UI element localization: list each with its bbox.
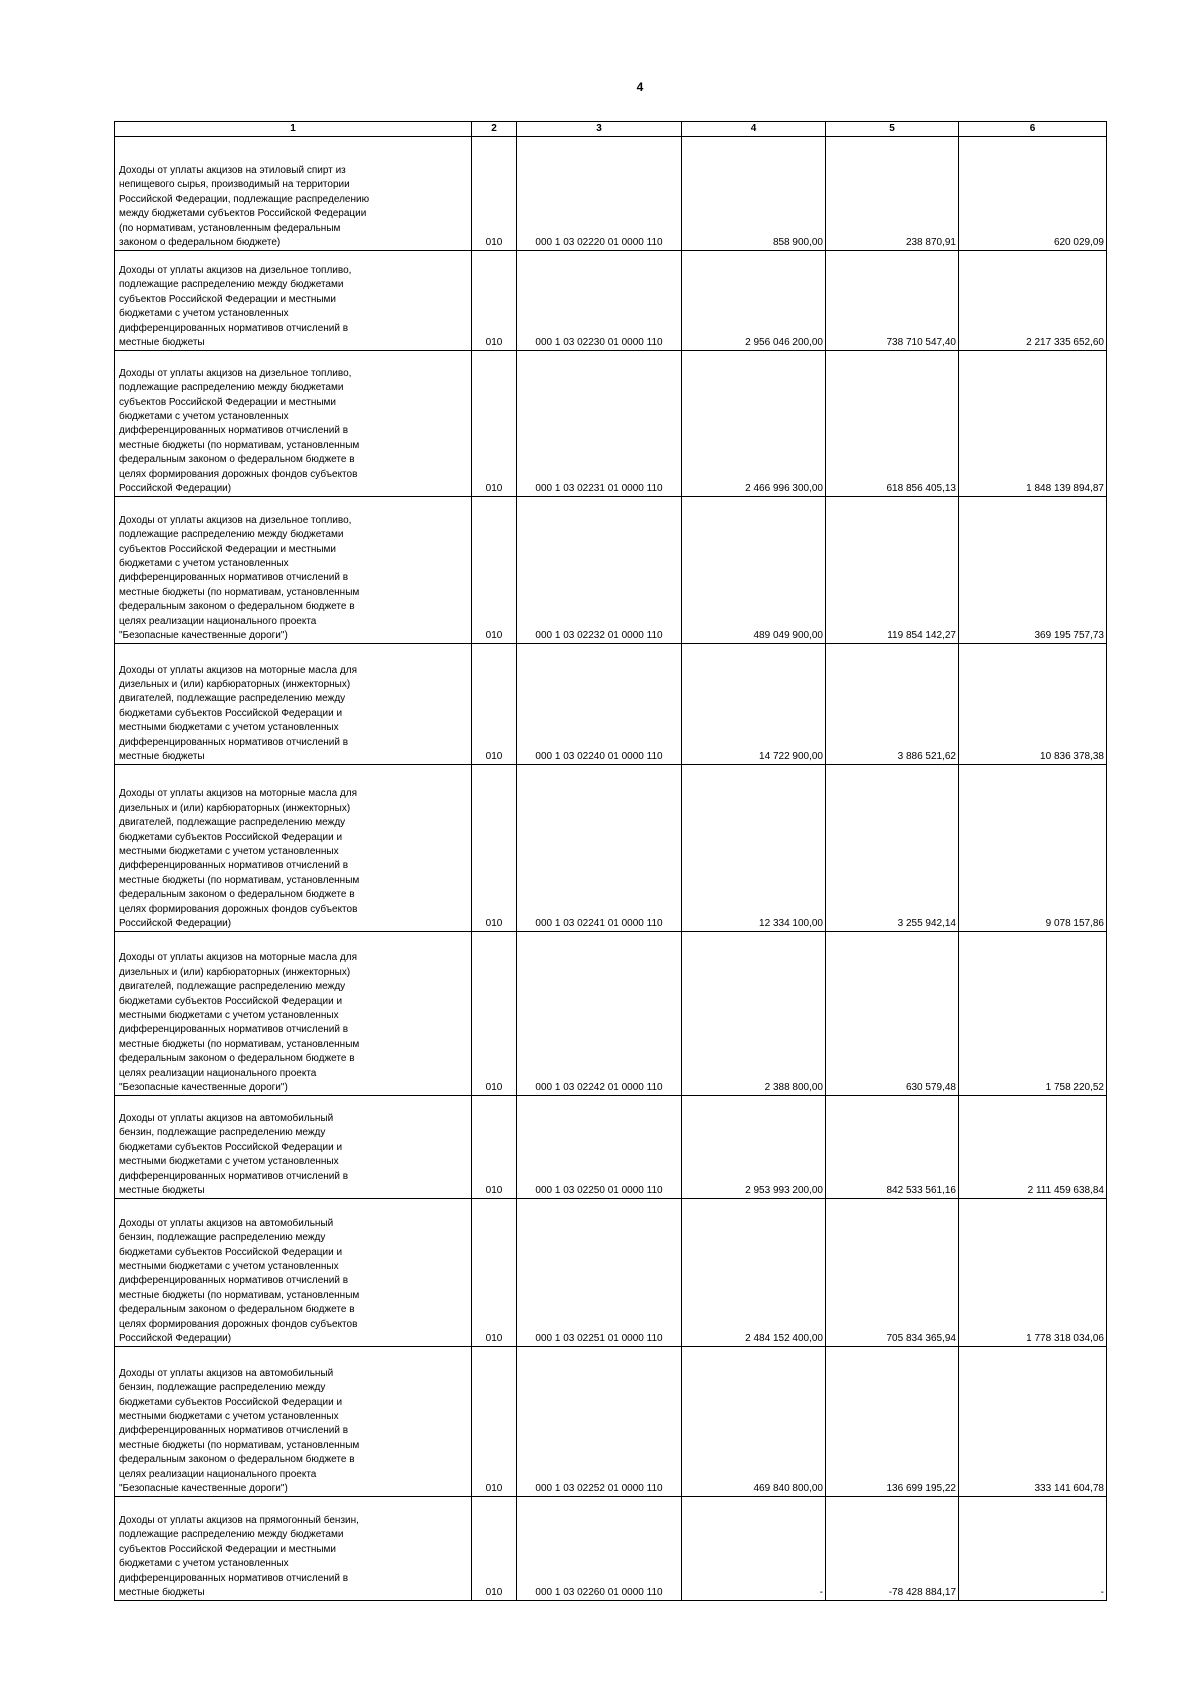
page-number: 4: [636, 80, 644, 94]
row-approved-amount: 469 840 800,00: [682, 1347, 826, 1497]
table-row: [115, 1497, 1107, 1601]
table-row: [115, 137, 1107, 251]
column-number: 3: [517, 122, 682, 137]
row-description: Доходы от уплаты акцизов на дизельное топливо, подлежащие распределению между бюджетами субъектов Российской Федерации и местными бюджетами с учетом установленных дифференцированных нормативов отчислений в местные бюджеты (по нормативам, установленным федеральным законом о федеральном бюджете в целях реализации национального проекта "Безопасные качественные дороги"): [115, 497, 472, 644]
column-number: 6: [959, 122, 1107, 137]
table-row: [115, 351, 1107, 497]
row-description: Доходы от уплаты акцизов на автомобильный бензин, подлежащие распределению между бюджетами субъектов Российской Федерации и местными бюджетами с учетом установленных дифференцированных нормативов отчислений в местные бюджеты (по нормативам, установленным федеральным законом о федеральном бюджете в целях реализации национального проекта "Безопасные качественные дороги"): [115, 1347, 472, 1497]
row-line-code: 010: [472, 497, 517, 644]
row-executed-amount: 618 856 405,13: [826, 351, 959, 497]
table-row: [115, 644, 1107, 765]
table-row: [115, 932, 1107, 1096]
row-approved-amount: 2 466 996 300,00: [682, 351, 826, 497]
row-unexecuted-amount: 2 111 459 638,84: [959, 1096, 1107, 1199]
revenue-table: [114, 121, 1107, 1601]
row-budget-code: 000 1 03 02220 01 0000 110: [517, 137, 682, 251]
row-budget-code: 000 1 03 02232 01 0000 110: [517, 497, 682, 644]
row-line-code: 010: [472, 932, 517, 1096]
row-executed-amount: -78 428 884,17: [826, 1497, 959, 1601]
row-executed-amount: 705 834 365,94: [826, 1199, 959, 1347]
table-row: [115, 251, 1107, 351]
row-approved-amount: 489 049 900,00: [682, 497, 826, 644]
column-number: 4: [682, 122, 826, 137]
table-row: [115, 1096, 1107, 1199]
row-unexecuted-amount: 2 217 335 652,60: [959, 251, 1107, 351]
row-unexecuted-amount: 620 029,09: [959, 137, 1107, 251]
row-budget-code: 000 1 03 02242 01 0000 110: [517, 932, 682, 1096]
row-line-code: 010: [472, 1199, 517, 1347]
row-unexecuted-amount: 333 141 604,78: [959, 1347, 1107, 1497]
row-description: Доходы от уплаты акцизов на прямогонный бензин, подлежащие распределению между бюджетами субъектов Российской Федерации и местными бюджетами с учетом установленных дифференцированных нормативов отчислений в местные бюджеты: [115, 1497, 472, 1601]
row-description: Доходы от уплаты акцизов на этиловый спирт из непищевого сырья, производимый на территории Российской Федерации, подлежащие распределению между бюджетами субъектов Российской Федерации (по нормативам, установленным федеральным законом о федеральном бюджете): [115, 137, 472, 251]
row-approved-amount: 12 334 100,00: [682, 765, 826, 932]
row-line-code: 010: [472, 137, 517, 251]
row-executed-amount: 136 699 195,22: [826, 1347, 959, 1497]
row-executed-amount: 842 533 561,16: [826, 1096, 959, 1199]
row-unexecuted-amount: -: [959, 1497, 1107, 1601]
row-executed-amount: 630 579,48: [826, 932, 959, 1096]
row-approved-amount: 2 956 046 200,00: [682, 251, 826, 351]
table-row: [115, 497, 1107, 644]
row-description: Доходы от уплаты акцизов на моторные масла для дизельных и (или) карбюраторных (инжекторных) двигателей, подлежащие распределению между бюджетами субъектов Российской Федерации и местными бюджетами с учетом установленных дифференцированных нормативов отчислений в местные бюджеты (по нормативам, установленным федеральным законом о федеральном бюджете в целях формирования дорожных фондов субъектов Российской Федерации): [115, 765, 472, 932]
row-executed-amount: 3 886 521,62: [826, 644, 959, 765]
row-unexecuted-amount: 9 078 157,86: [959, 765, 1107, 932]
row-line-code: 010: [472, 1347, 517, 1497]
row-line-code: 010: [472, 765, 517, 932]
row-approved-amount: 2 484 152 400,00: [682, 1199, 826, 1347]
table-row: [115, 1199, 1107, 1347]
row-executed-amount: 119 854 142,27: [826, 497, 959, 644]
row-description: Доходы от уплаты акцизов на моторные масла для дизельных и (или) карбюраторных (инжекторных) двигателей, подлежащие распределению между бюджетами субъектов Российской Федерации и местными бюджетами с учетом установленных дифференцированных нормативов отчислений в местные бюджеты: [115, 644, 472, 765]
column-number: 2: [472, 122, 517, 137]
column-number: 5: [826, 122, 959, 137]
table-row: [115, 1347, 1107, 1497]
row-budget-code: 000 1 03 02250 01 0000 110: [517, 1096, 682, 1199]
row-unexecuted-amount: 1 758 220,52: [959, 932, 1107, 1096]
column-number: 1: [115, 122, 472, 137]
row-unexecuted-amount: 1 778 318 034,06: [959, 1199, 1107, 1347]
row-executed-amount: 738 710 547,40: [826, 251, 959, 351]
row-description: Доходы от уплаты акцизов на автомобильный бензин, подлежащие распределению между бюджетами субъектов Российской Федерации и местными бюджетами с учетом установленных дифференцированных нормативов отчислений в местные бюджеты (по нормативам, установленным федеральным законом о федеральном бюджете в целях формирования дорожных фондов субъектов Российской Федерации): [115, 1199, 472, 1347]
row-description: Доходы от уплаты акцизов на автомобильный бензин, подлежащие распределению между бюджетами субъектов Российской Федерации и местными бюджетами с учетом установленных дифференцированных нормативов отчислений в местные бюджеты: [115, 1096, 472, 1199]
row-line-code: 010: [472, 644, 517, 765]
row-line-code: 010: [472, 351, 517, 497]
row-approved-amount: 2 388 800,00: [682, 932, 826, 1096]
table-row: [115, 765, 1107, 932]
row-unexecuted-amount: 369 195 757,73: [959, 497, 1107, 644]
row-description: Доходы от уплаты акцизов на моторные масла для дизельных и (или) карбюраторных (инжекторных) двигателей, подлежащие распределению между бюджетами субъектов Российской Федерации и местными бюджетами с учетом установленных дифференцированных нормативов отчислений в местные бюджеты (по нормативам, установленным федеральным законом о федеральном бюджете в целях реализации национального проекта "Безопасные качественные дороги"): [115, 932, 472, 1096]
row-unexecuted-amount: 10 836 378,38: [959, 644, 1107, 765]
row-budget-code: 000 1 03 02240 01 0000 110: [517, 644, 682, 765]
row-description: Доходы от уплаты акцизов на дизельное топливо, подлежащие распределению между бюджетами субъектов Российской Федерации и местными бюджетами с учетом установленных дифференцированных нормативов отчислений в местные бюджеты: [115, 251, 472, 351]
row-line-code: 010: [472, 251, 517, 351]
row-executed-amount: 238 870,91: [826, 137, 959, 251]
row-line-code: 010: [472, 1096, 517, 1199]
row-approved-amount: 858 900,00: [682, 137, 826, 251]
row-unexecuted-amount: 1 848 139 894,87: [959, 351, 1107, 497]
row-budget-code: 000 1 03 02231 01 0000 110: [517, 351, 682, 497]
row-executed-amount: 3 255 942,14: [826, 765, 959, 932]
row-budget-code: 000 1 03 02252 01 0000 110: [517, 1347, 682, 1497]
row-budget-code: 000 1 03 02260 01 0000 110: [517, 1497, 682, 1601]
row-approved-amount: 2 953 993 200,00: [682, 1096, 826, 1199]
column-number-row: [115, 122, 1107, 137]
row-budget-code: 000 1 03 02230 01 0000 110: [517, 251, 682, 351]
row-budget-code: 000 1 03 02251 01 0000 110: [517, 1199, 682, 1347]
row-description: Доходы от уплаты акцизов на дизельное топливо, подлежащие распределению между бюджетами субъектов Российской Федерации и местными бюджетами с учетом установленных дифференцированных нормативов отчислений в местные бюджеты (по нормативам, установленным федеральным законом о федеральном бюджете в целях формирования дорожных фондов субъектов Российской Федерации): [115, 351, 472, 497]
row-approved-amount: -: [682, 1497, 826, 1601]
row-line-code: 010: [472, 1497, 517, 1601]
row-budget-code: 000 1 03 02241 01 0000 110: [517, 765, 682, 932]
row-approved-amount: 14 722 900,00: [682, 644, 826, 765]
